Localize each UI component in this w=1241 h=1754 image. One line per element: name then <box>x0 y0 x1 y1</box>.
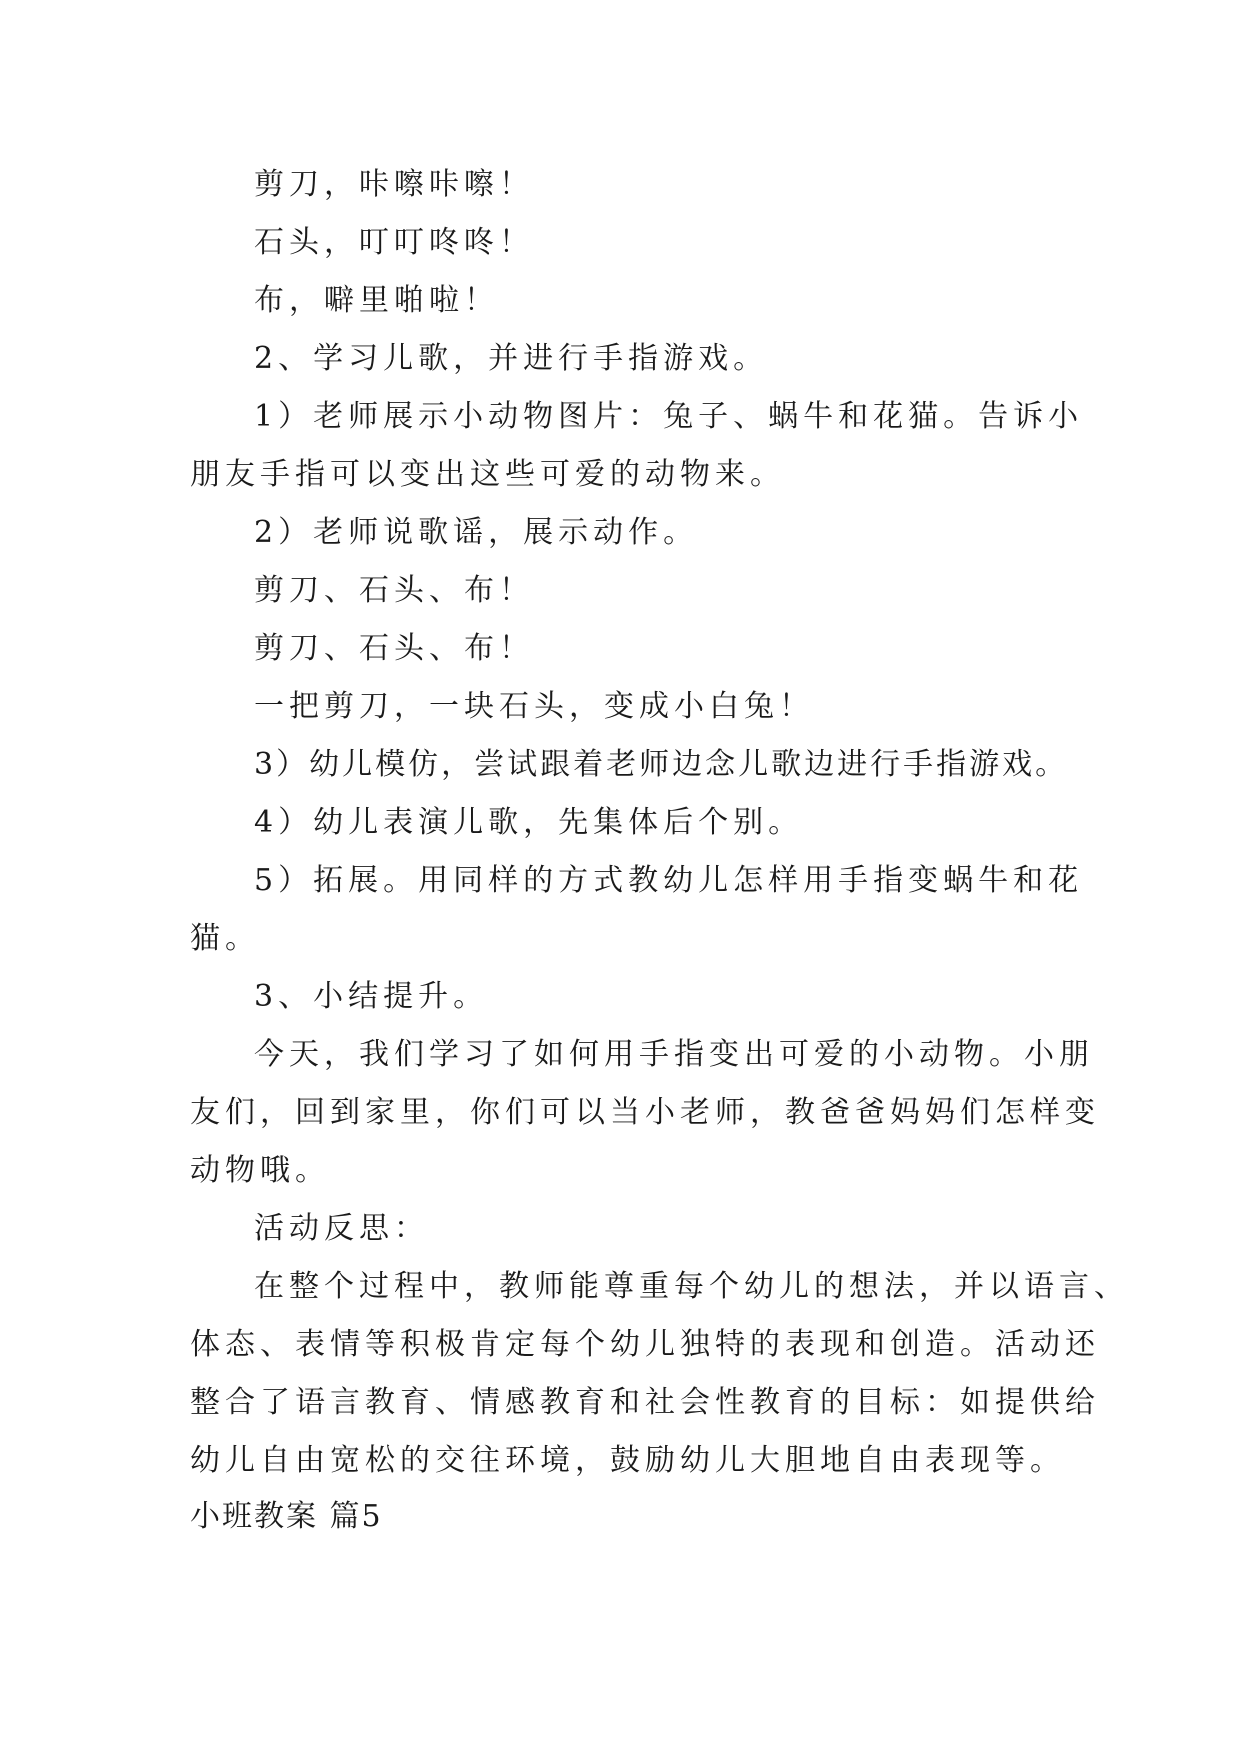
paragraph-line: 在整个过程中，教师能尊重每个幼儿的想法，并以语言、 <box>254 1269 1129 1304</box>
paragraph-line: 4）幼儿表演儿歌，先集体后个别。 <box>254 805 804 840</box>
paragraph-line: 布，噼里啪啦！ <box>254 283 499 318</box>
paragraph-line: 整合了语言教育、情感教育和社会性教育的目标：如提供给 <box>190 1385 1100 1420</box>
paragraph-line: 活动反思： <box>254 1211 429 1246</box>
paragraph-line: 2）老师说歌谣，展示动作。 <box>254 515 699 550</box>
paragraph-line: 动物哦。 <box>190 1153 330 1188</box>
paragraph-line: 一把剪刀，一块石头，变成小白兔！ <box>254 689 814 724</box>
paragraph-line: 剪刀，咔嚓咔嚓！ <box>254 167 534 202</box>
paragraph-line: 3、小结提升。 <box>254 979 489 1014</box>
paragraph-line: 5）拓展。用同样的方式教幼儿怎样用手指变蜗牛和花 <box>254 863 1084 898</box>
paragraph-line: 猫。 <box>190 921 260 956</box>
paragraph-line: 今天，我们学习了如何用手指变出可爱的小动物。小朋 <box>254 1037 1094 1072</box>
paragraph-line: 朋友手指可以变出这些可爱的动物来。 <box>190 457 785 492</box>
paragraph-line: 1）老师展示小动物图片：兔子、蜗牛和花猫。告诉小 <box>254 399 1084 434</box>
section-title: 小班教案 篇5 <box>190 1499 383 1534</box>
paragraph-line: 剪刀、石头、布！ <box>254 631 534 666</box>
paragraph-line: 3）幼儿模仿，尝试跟着老师边念儿歌边进行手指游戏。 <box>254 747 1069 782</box>
paragraph-line: 2、学习儿歌，并进行手指游戏。 <box>254 341 769 376</box>
paragraph-line: 友们，回到家里，你们可以当小老师，教爸爸妈妈们怎样变 <box>190 1095 1100 1130</box>
paragraph-line: 剪刀、石头、布！ <box>254 573 534 608</box>
paragraph-line: 体态、表情等积极肯定每个幼儿独特的表现和创造。活动还 <box>190 1327 1100 1362</box>
paragraph-line: 石头，叮叮咚咚！ <box>254 225 534 260</box>
paragraph-line: 幼儿自由宽松的交往环境，鼓励幼儿大胆地自由表现等。 <box>190 1443 1065 1478</box>
